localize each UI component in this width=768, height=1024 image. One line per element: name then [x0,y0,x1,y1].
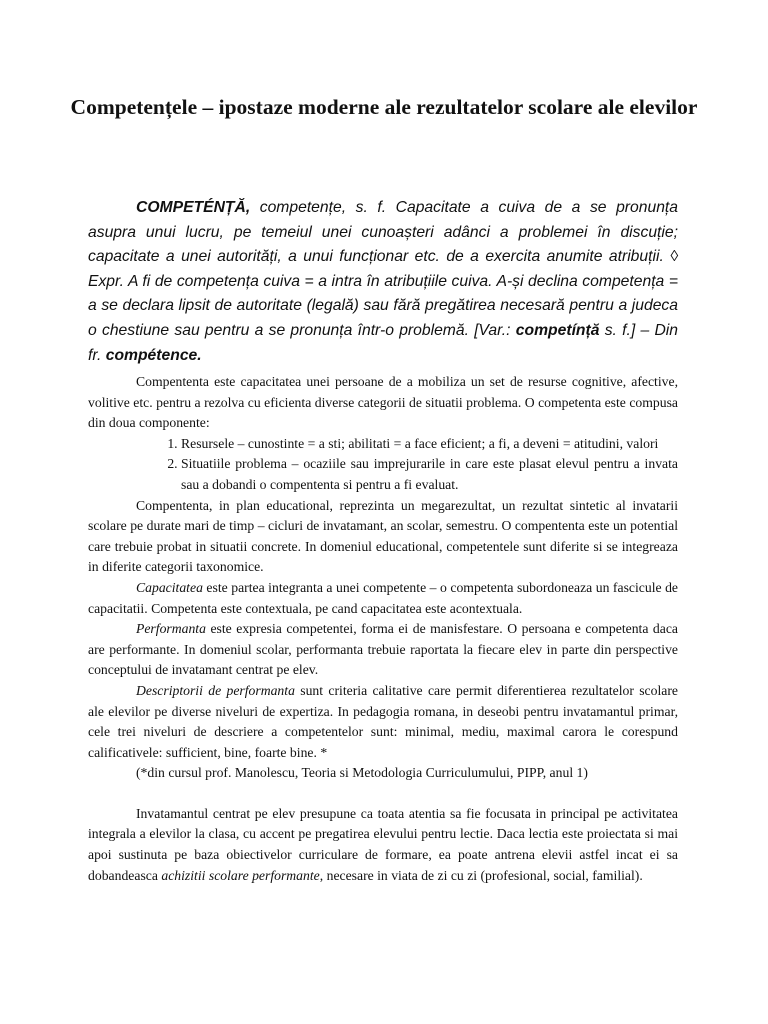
definition-source: s. f.] – Din fr. [88,321,679,364]
paragraph-text: , necesare in viata de zi cu zi (profesional, social, familial). [319,867,643,883]
paragraph-text: Invatamantul centrat pe elev presupune ca toata atentia sa fie focusata in principal pe activitatea integrala a elevilor la clasa, cu accent pe pregatirea elevului pentru lectie. Daca lectia este proiectata si mai apoi sustinuta pe baza obiectivelor curriculare de formare, ea poate antrena elevii astfel incat ei sa dobandeasca [88,805,678,883]
term-capacitatea: Capacitatea [136,579,203,595]
source-note: (*din cursul prof. Manolescu, Teoria si Metodologia Curriculumului, PIPP, anul 1) [136,765,588,781]
definition-headword: COMPETÉNȚĂ, [136,199,251,216]
list-item: 2. Situatiile problema – ocaziile sau imprejurarile in care este plasat elevul pentru a invata sau a dobandi o compententa si pentru a fi evaluat. [181,454,678,495]
term-descriptori: Descriptorii de performanta [136,682,295,698]
term-performanta: Performanta [136,621,206,637]
paragraph-capacitatea [88,578,678,619]
paragraph-performanta [88,619,678,681]
components-list [88,434,678,496]
definition-text: competențe, s. f. Capacitate a cuiva de a se pronunța asupra unui lucru, pe temeiul unei cunoașteri adânci a problemei în discuție; capacitate a unei autorități, a unui funcționar etc. de a exercita anumite atribuții. ◊ Expr. A fi de competența cuiva = a intra în atribuțiile cuiva. A-și declina competența = a se declara lipsit de autoritate (legală) sau fără pregătirea necesară pentru a judeca o chestiune sau pentru a se pronunța într-o problemă. [Var.: [88,199,678,339]
paragraph-educational: Compententa, in plan educational, reprezinta un megarezultat, un rezultat sintetic al invatarii scolare pe durate mari de timp – cicluri de invatamant, an scolar, semestru. O compententa este un potential care trebuie probat in situatii concrete. In domeniul educational, competentele sunt diferite si se integreaza in diferite categorii taxonomice. [88,497,678,575]
paragraph-text: este expresia competentei, forma ei de manisfestare. O persoana e competenta daca are performante. In domeniul scolar, performanta trebuie raportata la fiecare elev in parte din perspective conceptului de invatamant centrat pe elev. [88,621,678,678]
paragraph-invatamant [88,804,678,886]
document-title: Competențele – ipostaze moderne ale rezultatelor scolare ale elevilor [70,95,698,119]
definition-etymon: compétence. [105,346,202,364]
term-achizitii: achizitii scolare performante [161,867,320,883]
definition-variant: competínță [515,321,600,339]
paragraph-text: sunt criteria calitative care permit diferentierea rezultatelor scolare ale elevilor pe diverse niveluri de expertiza. In pedagogia romana, in deseobi pentru invatamantul primar, cele trei niveluri de descriere a competentelor sunt: minimal, mediu, maximal carora le corespund calificativele: sufficient, bine, foarte bine. * [88,682,678,760]
dictionary-definition [88,196,678,368]
paragraph-competenta: Compententa este capacitatea unei persoane de a mobiliza un set de resurse cognitive, afective, volitive etc. pentru a rezolva cu eficienta diverse categorii de situatii problema. O competenta este compusa din doua componente: [88,374,678,431]
paragraph-text: este partea integranta a unei competente – o competenta subordoneaza un fascicule de capacitatii. Competenta este contextuala, pe cand capacitatea este acontextuala. [88,579,678,616]
list-item: 1. Resursele – cunostinte = a sti; abilitati = a face eficient; a fi, a deveni = atitudini, valori [181,434,678,455]
paragraph-descriptori [88,681,678,763]
paragraph-spacer [88,784,678,804]
document-body [88,372,678,886]
